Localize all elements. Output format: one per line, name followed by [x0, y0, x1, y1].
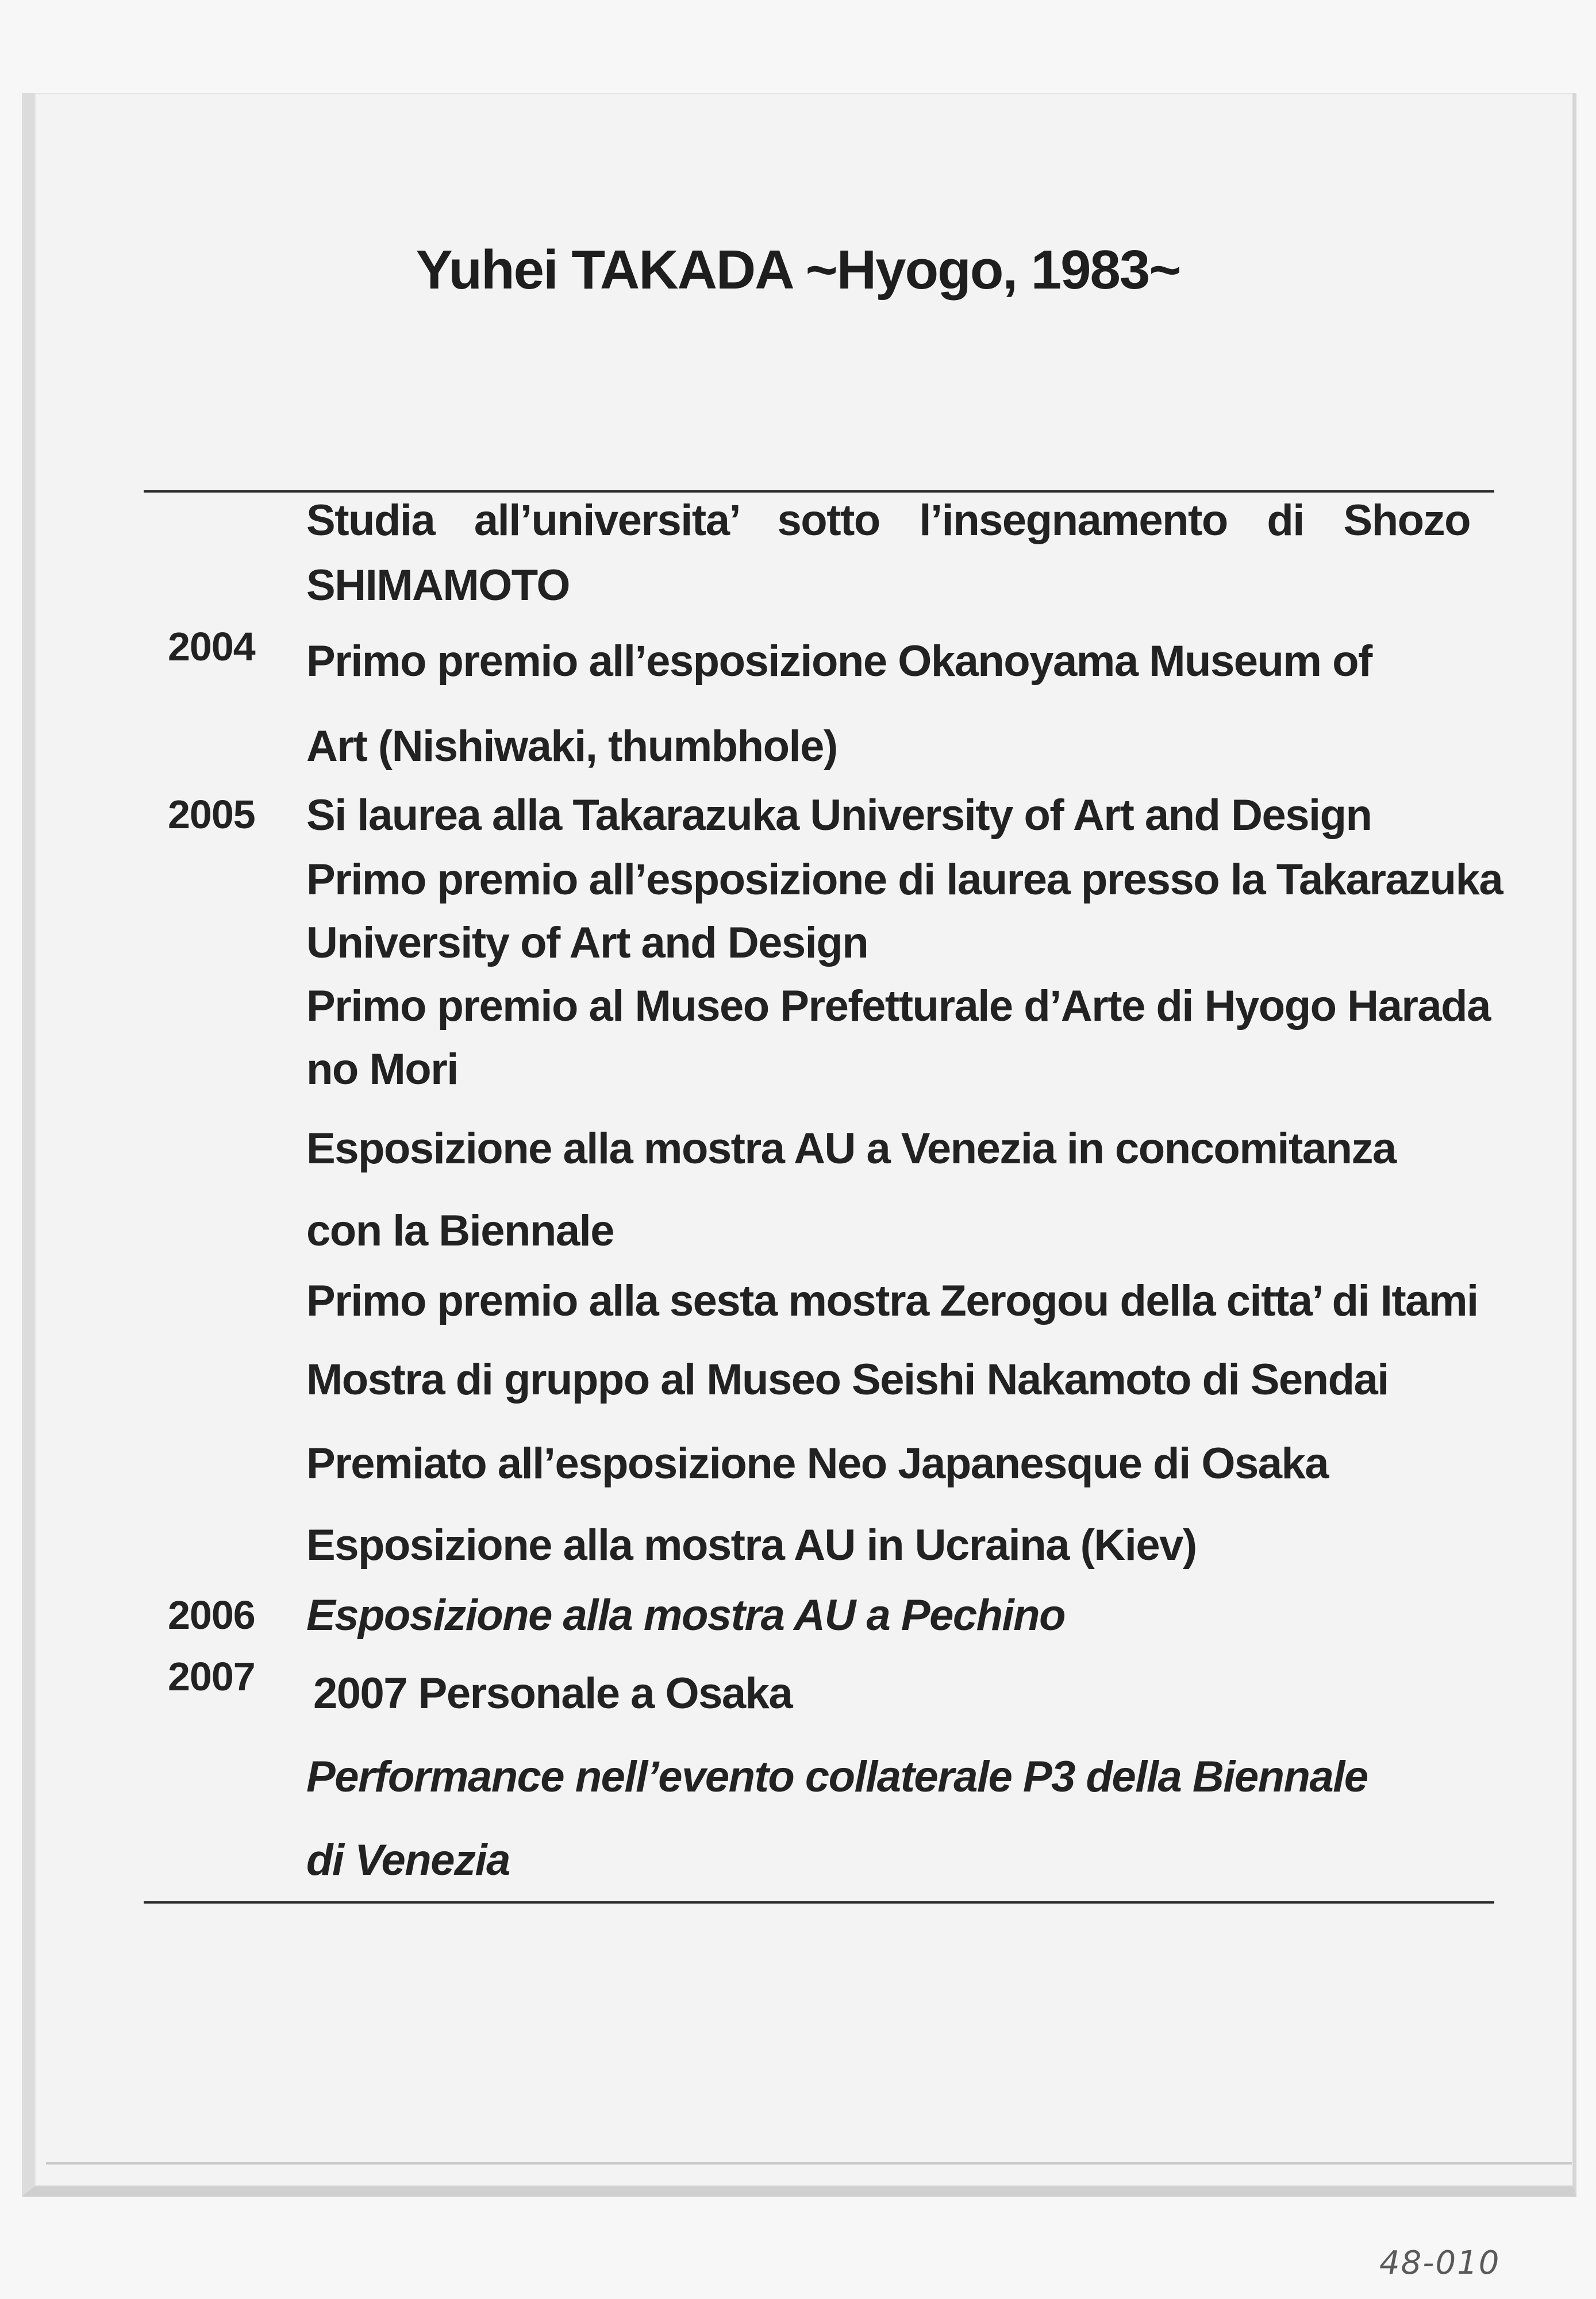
entry-line: Primo premio al Museo Prefetturale d’Arte di Hyogo Harada — [306, 982, 1490, 1031]
entry-line: Primo premio alla sesta mostra Zerogou della citta’ di Itami — [306, 1277, 1478, 1325]
entry-line: Si laurea alla Takarazuka University of Art and Design — [306, 791, 1372, 840]
entry-line: Mostra di gruppo al Museo Seishi Nakamoto di Sendai — [306, 1355, 1389, 1404]
entry-line: Premiato all’esposizione Neo Japanesque di Osaka — [306, 1439, 1329, 1488]
entry-line: Primo premio all’esposizione Okanoyama Museum of — [306, 637, 1372, 686]
archive-stamp: 48-010 — [1379, 2244, 1501, 2282]
entry-line: di Venezia — [306, 1836, 510, 1885]
entry-line: Performance nell’evento collaterale P3 della Biennale — [306, 1752, 1368, 1801]
year-label: 2004 — [168, 624, 255, 669]
entry-line: con la Biennale — [306, 1206, 614, 1255]
entry-line: no Mori — [306, 1045, 458, 1094]
entry-line: Primo premio all’esposizione di laurea presso la Takarazuka — [306, 855, 1503, 904]
year-label: 2007 — [168, 1654, 255, 1699]
sheet-bottom-edge — [46, 2162, 1572, 2165]
entry-line: Esposizione alla mostra AU in Ucraina (Kiev) — [306, 1521, 1197, 1570]
year-label: 2005 — [168, 792, 255, 837]
entry-line: University of Art and Design — [306, 918, 868, 967]
page-title: Yuhei TAKADA ~Hyogo, 1983~ — [416, 239, 1180, 301]
year-label: 2006 — [168, 1593, 255, 1637]
entry-line: SHIMAMOTO — [306, 561, 570, 610]
entry-line: Esposizione alla mostra AU a Venezia in concomitanza — [306, 1124, 1396, 1173]
entry-line: Studia all’universita’ sotto l’insegnamento di Shozo — [306, 496, 1470, 545]
entry-line: Art (Nishiwaki, thumbhole) — [306, 722, 837, 771]
entry-line: Esposizione alla mostra AU a Pechino — [306, 1591, 1066, 1640]
entry-line: 2007 Personale a Osaka — [313, 1669, 793, 1718]
top-divider — [144, 490, 1494, 493]
bottom-divider — [144, 1901, 1494, 1904]
